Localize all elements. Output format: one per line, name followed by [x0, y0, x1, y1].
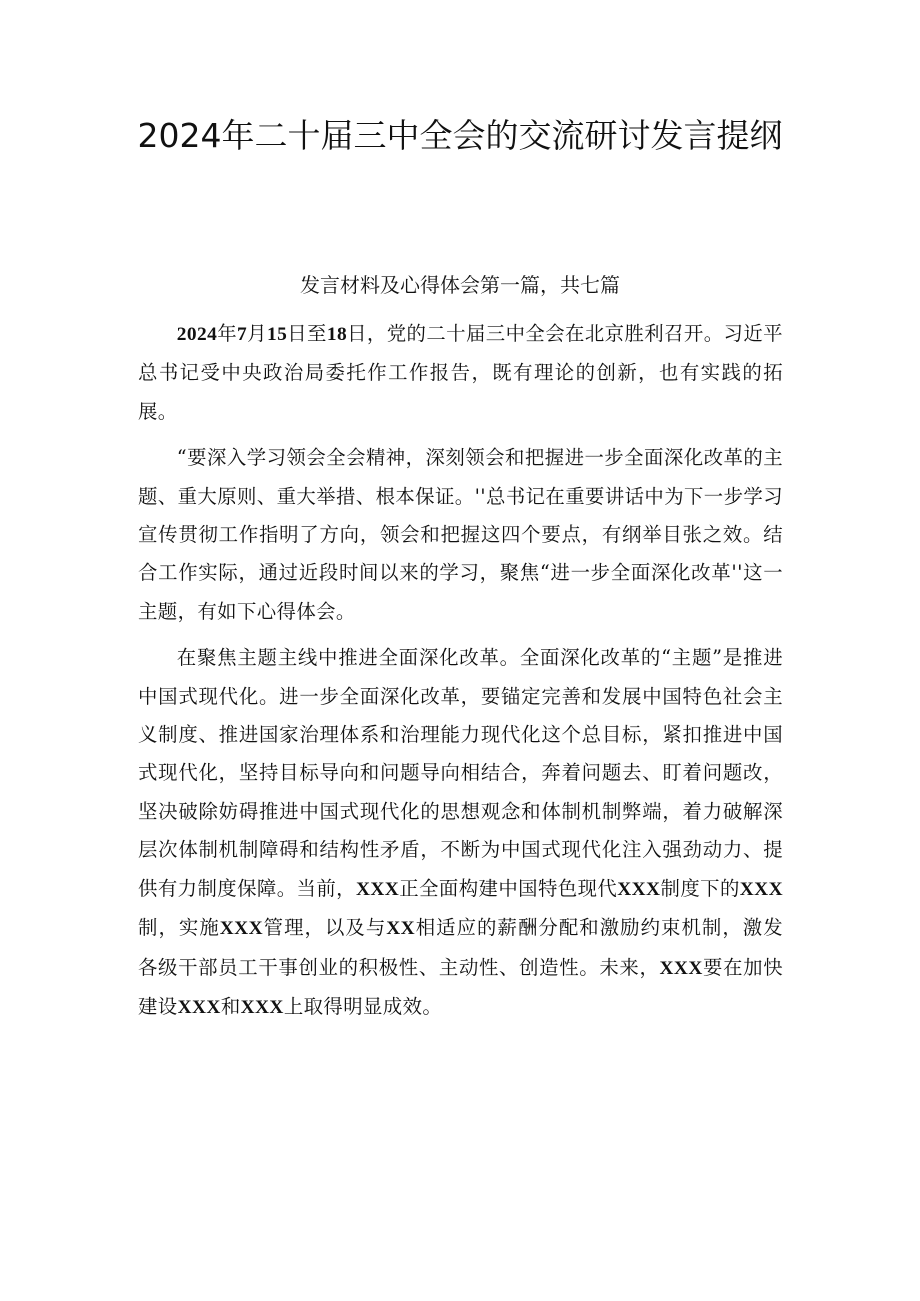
document-title: 2024年二十届三中全会的交流研讨发言提纲: [137, 116, 783, 155]
paragraph-3: 在聚焦主题主线中推进全面深化改革。全面深化改革的“主题”是推进中国式现代化。进一步全面深化改革，要锚定完善和发展中国特色社会主义制度、推进国家治理体系和治理能力现代化这个总目标，紧扣推进中国式现代化，坚持目标导向和问题导向相结合，奔着问题去、盯着问题改，坚决破除妨碍推进中国式现代化的思想观念和体制机制弊端，着力破解深层次体制机制障碍和结构性矛盾，不断为中国式现代化注入强劲动力、提供有力制度保障。当前，XXX正全面构建中国特色现代XXX制度下的XXX制，实施XXX管理，以及与XX相适应的薪酬分配和激励约束机制，激发各级干部员工干事创业的积极性、主动性、创造性。未来，XXX要在加快建设XXX和XXX上取得明显成效。: [138, 646, 784, 1018]
document-body: [138, 315, 783, 1027]
paragraph-1: 2024年7月15日至18日，党的二十届三中全会在北京胜利召开。习近平总书记受中央政治局委托作工作报告，既有理论的创新，也有实践的拓展。: [138, 322, 783, 423]
document-subtitle: 发言材料及心得体会第一篇，共七篇: [300, 273, 620, 297]
paragraph-2: “要深入学习领会全会精神，深刻领会和把握进一步全面深化改革的主题、重大原则、重大举措、根本保证。''总书记在重要讲话中为下一步学习宣传贯彻工作指明了方向，领会和把握这四个要点，有纲举目张之效。结合工作实际，通过近段时间以来的学习，聚焦“进一步全面深化改革''这一主题，有如下心得体会。: [138, 446, 783, 623]
